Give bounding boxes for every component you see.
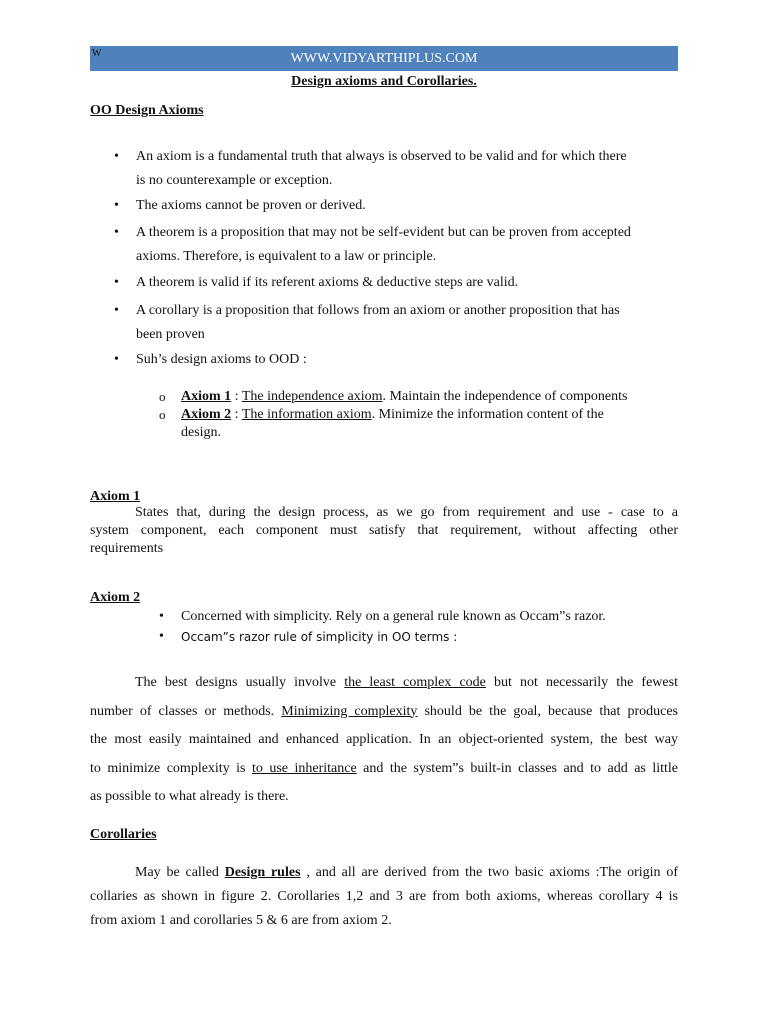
bullet-icon: • <box>114 275 119 290</box>
site-url[interactable]: WWW.VIDYARTHIPLUS.COM <box>290 51 478 66</box>
axiom-1-description: States that, during the design process, as we go from requirement and use - case to a system component, each component must satisfy that requirement, without affecting other requirements <box>90 505 678 556</box>
bullet-icon: • <box>114 303 119 318</box>
banner-mark: W <box>92 48 102 59</box>
axiom-2-bullets <box>159 607 681 648</box>
bullet-icon: • <box>159 629 164 644</box>
oo-design-axioms-heading: OO Design Axioms <box>90 103 204 118</box>
circle-bullet-icon: o <box>159 407 166 422</box>
axiom-1-heading: Axiom 1 <box>90 489 141 504</box>
bullet-icon: • <box>114 225 119 240</box>
bullet-item: • An axiom is a fundamental truth that always is observed to be valid and for which there is no counterexample or exception. <box>136 145 696 193</box>
bullet-item: • The axioms cannot be proven or derived. <box>136 194 696 218</box>
site-banner <box>90 46 678 71</box>
bullet-item: • A theorem is valid if its referent axioms & deductive steps are valid. <box>136 271 696 295</box>
corollaries-paragraph: May be called Design rules , and all are derived from the two basic axioms :The origin of collaries as shown in figure 2. Corollaries 1,2 and 3 are from both axioms, whereas corollary 4 is from axiom 1 and corollaries 5 & 6 are from axiom 2. <box>90 865 679 928</box>
bullet-item: • A theorem is a proposition that may not be self-evident but can be proven from accepted axioms. Therefore, is equivalent to a law or principle. <box>136 221 696 269</box>
corollaries-heading: Corollaries <box>90 827 157 842</box>
bullet-item: • A corollary is a proposition that follows from an axiom or another proposition that has been proven <box>136 299 696 347</box>
sub-item-axiom-1: o Axiom 1 : The independence axiom. Maintain the independence of components <box>159 389 628 404</box>
bullet-icon: • <box>114 149 119 164</box>
bullet-item: • Suh’s design axioms to OOD : <box>136 348 696 372</box>
circle-bullet-icon: o <box>159 389 166 404</box>
bullet-item: • Concerned with simplicity. Rely on a general rule known as Occam”s razor. <box>181 607 681 627</box>
axiom-2-heading: Axiom 2 <box>90 590 141 605</box>
bullet-icon: • <box>114 198 119 213</box>
bullet-item: • Occam”s razor rule of simplicity in OO terms : <box>181 627 681 648</box>
bullet-icon: • <box>159 609 164 624</box>
document-title: Design axioms and Corollaries. <box>291 74 477 89</box>
sub-item-axiom-2: o Axiom 2 : The information axiom. Minimize the information content of the design. <box>159 407 604 440</box>
bullet-icon: • <box>114 352 119 367</box>
simplicity-paragraph: The best designs usually involve the least complex code but not necessarily the fewest number of classes or methods. Minimizing complexity should be the goal, because that produces the most easily maintained and enhanced application. In an object-oriented system, the best way to minimize complexity is to use inheritance and the system”s built-in classes and to add as little as possible to what already is there. <box>90 675 678 804</box>
